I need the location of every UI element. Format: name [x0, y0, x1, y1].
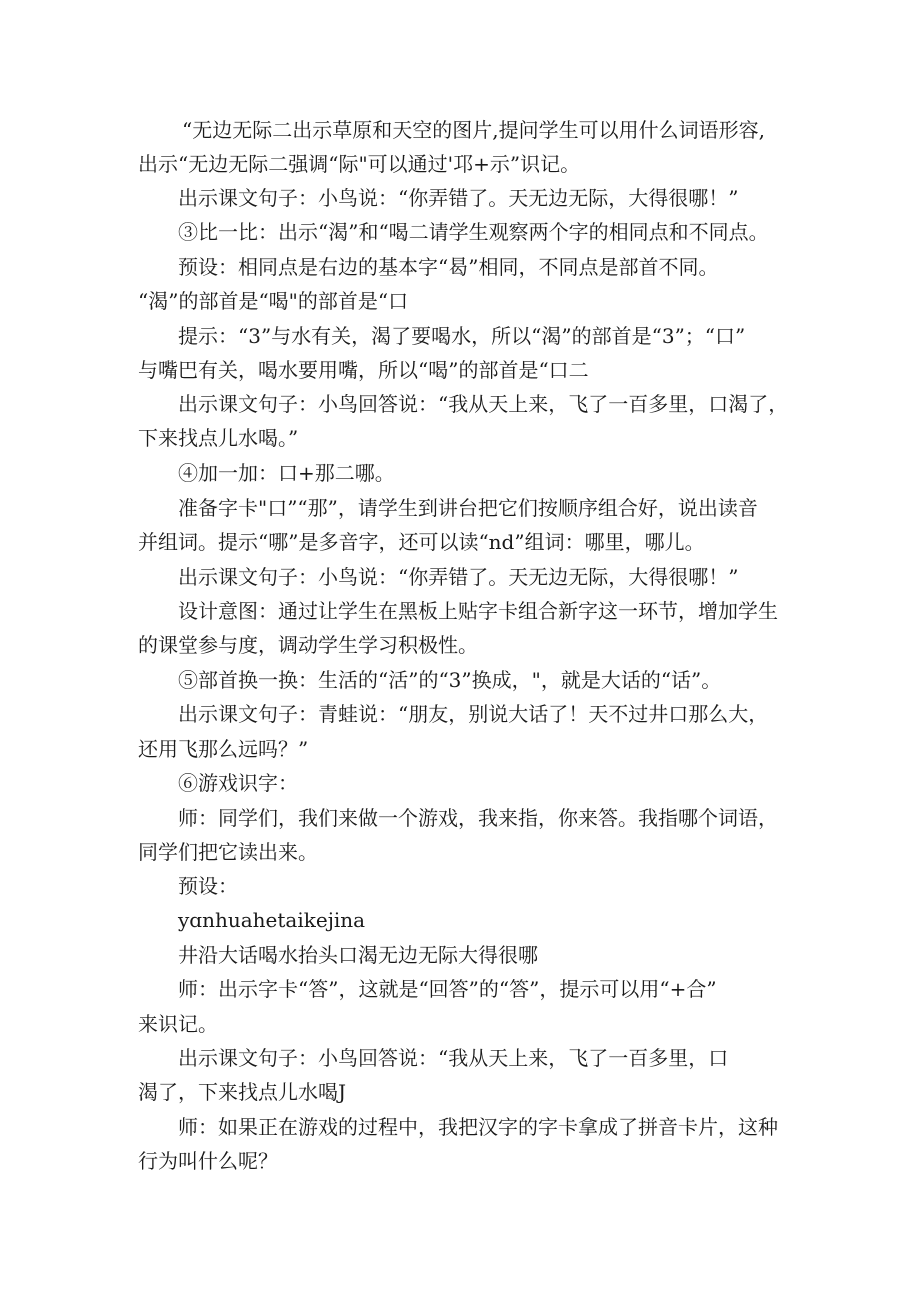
text-line: 下来找点儿水喝。” [138, 426, 299, 450]
text-line: 还用飞那么远吗？” [138, 737, 309, 761]
text-line: 出示课文句子：小鸟说：“你弄错了。天无边无际，大得很哪！” [178, 186, 739, 210]
text-line: “渴”的部首是“喝"的部首是“口 [138, 289, 409, 313]
text-line: 出示课文句子：小鸟回答说：“我从天上来，飞了一百多里，口渴了， [178, 392, 789, 416]
text-line: 行为叫什么呢？ [138, 1149, 278, 1173]
text-line: 同学们把它读出来。 [138, 840, 318, 864]
text-line: ④加一加：口+那二哪。 [178, 461, 395, 485]
text-line: “无边无际二出示草原和天空的图片,提问学生可以用什么词语形容, [182, 118, 765, 142]
text-line: 提示：“3”与水有关，渴了要喝水，所以“渴”的部首是“3”；“口” [178, 324, 746, 348]
text-line: 准备字卡"口”“那”，请学生到讲台把它们按顺序组合好，说出读音 [178, 496, 758, 520]
text-line: 预设： [178, 874, 238, 898]
text-line: 师：出示字卡“答”，这就是“回答”的“答”，提示可以用“+合” [178, 977, 717, 1001]
text-line: yɑnhuahetaikejina [178, 908, 366, 932]
text-line: ⑥游戏识字： [178, 771, 298, 795]
text-line: 来识记。 [138, 1012, 218, 1036]
text-line: 并组词。提示“哪”是多音字，还可以读“nd”组词：哪里，哪儿。 [138, 530, 705, 554]
text-line: 渴了，下来找点儿水喝J [138, 1080, 347, 1104]
text-line: 与嘴巴有关，喝水要用嘴，所以“喝”的部首是“口二 [138, 358, 589, 382]
text-line: 井沿大话喝水抬头口渴无边无际大得很哪 [178, 943, 538, 967]
text-line: 的课堂参与度，调动学生学习积极性。 [138, 633, 478, 657]
text-line: 师：如果正在游戏的过程中，我把汉字的字卡拿成了拼音卡片，这种 [178, 1115, 778, 1139]
text-line: 出示“无边无际二强调“际"可以通过'邛+示”识记。 [138, 152, 581, 176]
text-line: 师：同学们，我们来做一个游戏，我来指，你来答。我指哪个词语， [178, 806, 778, 830]
text-line: ③比一比：出示“渴”和“喝二请学生观察两个字的相同点和不同点。 [178, 220, 769, 244]
text-line: 设计意图：通过让学生在黑板上贴字卡组合新字这一环节，增加学生 [178, 599, 778, 623]
text-line: ⑤部首换一换：生活的“活”的“3”换成，"，就是大话的“话”。 [178, 668, 722, 692]
text-line: 预设：相同点是右边的基本字“曷”相同，不同点是部首不同。 [178, 255, 719, 279]
text-line: 出示课文句子：小鸟回答说：“我从天上来，飞了一百多里，口 [178, 1046, 729, 1070]
text-line: 出示课文句子：小鸟说：“你弄错了。天无边无际，大得很哪！” [178, 565, 739, 589]
text-line: 出示课文句子：青蛙说：“朋友，别说大话了！天不过井口那么大， [178, 702, 769, 726]
